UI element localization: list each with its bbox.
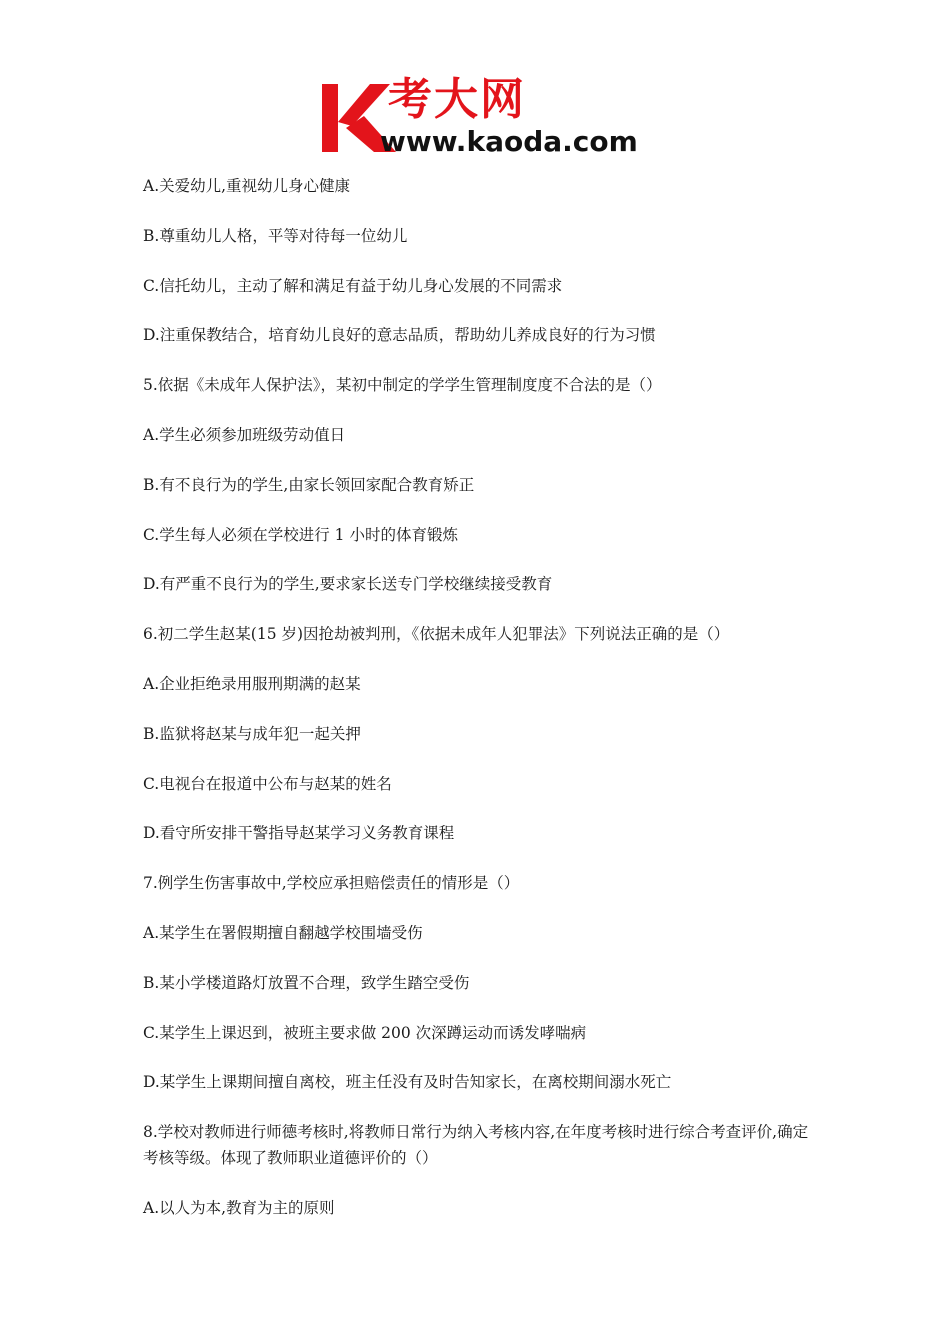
logo-chinese-text: 考大网 xyxy=(388,74,526,125)
option-a-q5: A.学生必须参加班级劳动值日 xyxy=(143,425,346,444)
option-c-q6: C.电视台在报道中公布与赵某的姓名 xyxy=(143,774,392,793)
document-body xyxy=(143,173,823,1245)
option-a-q4: A.关爱幼儿,重视幼儿身心健康 xyxy=(143,177,351,195)
option-d-q6: D.看守所安排干警指导赵某学习义务教育课程 xyxy=(143,824,455,843)
option-d-q4: D.注重保教结合，培育幼儿良好的意志品质，帮助幼儿养成良好的行为习惯 xyxy=(143,326,656,345)
question-6: 6.初二学生赵某(15 岁)因抢劫被判刑，《依据未成年人犯罪法》下列说法正确的是（） xyxy=(143,625,730,644)
option-a-q6: A.企业拒绝录用服刑期满的赵某 xyxy=(143,674,361,693)
option-d-q5: D.有严重不良行为的学生,要求家长送专门学校继续接受教育 xyxy=(143,575,553,594)
option-a-q7: A.某学生在署假期擅自翻越学校围墙受伤 xyxy=(143,923,423,942)
option-d-q7: D.某学生上课期间擅自离校，班主任没有及时告知家长，在离校期间溺水死亡 xyxy=(143,1073,672,1092)
option-b-q6: B.监狱将赵某与成年犯一起关押 xyxy=(143,724,361,743)
option-b-q5: B.有不良行为的学生,由家长领回家配合教育矫正 xyxy=(143,475,475,494)
question-8: 8.学校对教师进行师德考核时,将教师日常行为纳入考核内容,在年度考核时进行综合考查评价,确定考核等级。体现了教师职业道德评价的（） xyxy=(143,1123,809,1168)
option-c-q7: C.某学生上课迟到，被班主要求做 200 次深蹲运动而诱发哮喘病 xyxy=(143,1023,587,1042)
kaoda-logo xyxy=(318,74,640,158)
logo-url-text: www.kaoda.com xyxy=(380,125,638,158)
option-c-q4: C.信托幼儿，主动了解和满足有益于幼儿身心发展的不同需求 xyxy=(143,276,563,295)
option-c-q5: C.学生每人必须在学校进行 1 小时的体育锻炼 xyxy=(143,525,458,544)
option-b-q4: B.尊重幼儿人格，平等对待每一位幼儿 xyxy=(143,226,408,245)
question-7: 7.例学生伤害事故中,学校应承担赔偿责任的情形是（） xyxy=(143,874,520,893)
question-5: 5.依据《未成年人保护法》，某初中制定的学学生管理制度度不合法的是（） xyxy=(143,376,662,395)
option-a-q8: A.以人为本,教育为主的原则 xyxy=(143,1198,335,1217)
option-b-q7: B.某小学楼道路灯放置不合理，致学生踏空受伤 xyxy=(143,973,470,992)
